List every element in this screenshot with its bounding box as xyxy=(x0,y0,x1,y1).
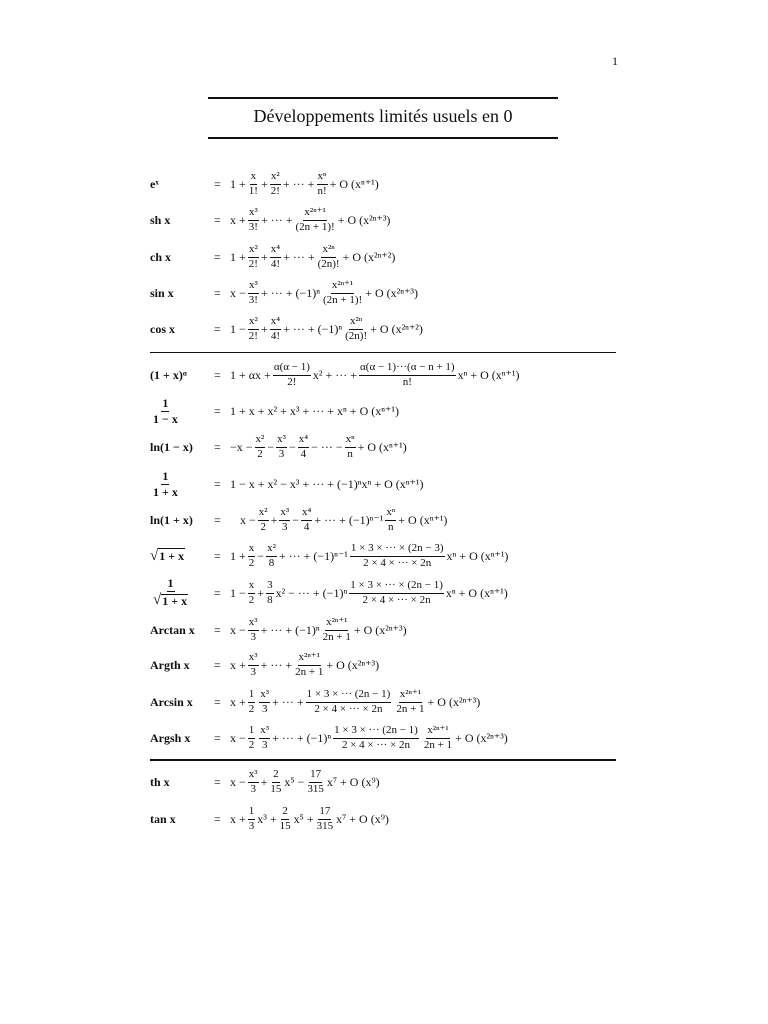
denominator: 2n + 1 xyxy=(423,738,453,751)
term: + xyxy=(260,774,268,789)
section-divider xyxy=(150,759,616,761)
term: x² + ··· + xyxy=(312,367,358,382)
numerator: x²ⁿ⁺¹ xyxy=(399,689,422,703)
formula-row-power xyxy=(150,355,618,395)
fraction xyxy=(248,580,256,606)
formula-lhs xyxy=(150,573,191,613)
formula-lhs: Argth x xyxy=(150,657,190,672)
numerator: x³ xyxy=(248,280,259,294)
denominator: 315 xyxy=(307,782,324,795)
radicand: 1 + x xyxy=(159,549,185,563)
formula-row-sh xyxy=(150,200,618,240)
formula-lhs: ln(1 + x) xyxy=(150,512,193,527)
denominator: 2 × 4 × ··· × 2n xyxy=(363,556,432,569)
denominator: 3 xyxy=(250,782,256,795)
term: x + xyxy=(230,811,246,826)
numerator: xⁿ xyxy=(385,507,396,521)
formula-lhs: sh x xyxy=(150,212,171,227)
term: + xyxy=(257,585,265,600)
denominator: 3 xyxy=(248,819,255,832)
equals-sign: = xyxy=(214,321,221,336)
formula-lhs: (1 + x)ᵅ xyxy=(150,367,187,382)
equals-sign: = xyxy=(214,285,221,300)
formula-rhs xyxy=(230,799,389,839)
term: + ··· + (−1)ⁿ⁻¹ xyxy=(314,512,384,527)
equals-sign: = xyxy=(214,622,221,637)
numerator: x⁴ xyxy=(270,244,281,258)
fraction xyxy=(322,617,352,643)
formula-lhs: sin x xyxy=(150,285,174,300)
numerator: x xyxy=(248,543,256,557)
numerator: x⁴ xyxy=(298,434,309,448)
denominator: 2 xyxy=(260,520,266,533)
numerator: 1 xyxy=(162,468,169,483)
denominator: 15 xyxy=(279,819,291,832)
denominator: n xyxy=(347,447,353,460)
formula-rhs xyxy=(230,610,407,650)
fraction xyxy=(301,507,312,533)
formula-row-argth xyxy=(150,645,618,685)
formula-rhs xyxy=(230,309,423,349)
formula-rhs xyxy=(230,573,508,613)
fraction xyxy=(248,806,256,832)
term: x⁷ + O (x⁹) xyxy=(336,811,389,826)
term: + ··· + (−1)ⁿ xyxy=(260,622,320,637)
denominator: n xyxy=(388,520,394,533)
section-divider xyxy=(150,352,616,353)
equals-sign: = xyxy=(214,811,221,826)
denominator: 2n + 1 xyxy=(396,702,425,715)
formula-lhs: Argsh x xyxy=(150,730,191,745)
formula-rhs xyxy=(230,645,379,685)
formula-lhs: ln(1 − x) xyxy=(150,439,193,454)
fraction xyxy=(266,580,274,606)
term: + ··· + (−1)ⁿ xyxy=(283,321,343,336)
denominator: 2 xyxy=(248,593,255,606)
fraction xyxy=(152,577,189,608)
formula-row-ch xyxy=(150,237,618,277)
denominator: 3 xyxy=(278,447,285,460)
formula-lhs: eˣ xyxy=(150,176,159,191)
equals-sign: = xyxy=(214,512,221,527)
term: + O (x²ⁿ⁺³) xyxy=(427,694,481,709)
term: x − xyxy=(230,285,246,300)
formula-rhs xyxy=(230,427,407,467)
numerator: x² xyxy=(258,507,269,521)
formula-row-ln-one-minus xyxy=(150,427,618,467)
term: + ··· + (−1)ⁿ xyxy=(260,285,321,300)
fraction xyxy=(317,244,341,270)
fraction xyxy=(276,434,287,460)
denominator: 2 × 4 × ··· × 2n xyxy=(362,593,431,606)
term: + O (x²ⁿ⁺³) xyxy=(353,622,407,637)
fraction xyxy=(248,689,256,715)
equals-sign: = xyxy=(214,249,221,264)
term: x + xyxy=(230,694,246,709)
formula-lhs xyxy=(150,391,181,431)
radical-sign: √ xyxy=(150,547,159,564)
term: + xyxy=(260,249,268,264)
fraction xyxy=(306,689,392,715)
numerator: 17 xyxy=(318,806,331,820)
equals-sign: = xyxy=(214,548,221,563)
numerator: x³ xyxy=(259,689,270,703)
term: + O (xⁿ⁺¹) xyxy=(357,439,407,454)
fraction xyxy=(248,725,256,751)
numerator: x xyxy=(250,171,258,185)
fraction xyxy=(423,725,453,751)
numerator: xⁿ xyxy=(317,171,328,185)
fraction xyxy=(248,769,259,795)
fraction xyxy=(248,280,259,306)
formula-row-inverse-sqrt xyxy=(150,573,618,613)
formula-lhs xyxy=(150,464,181,504)
formula-lhs: Arcsin x xyxy=(150,694,193,709)
square-root xyxy=(150,548,185,565)
equals-sign: = xyxy=(214,367,221,382)
equals-sign: = xyxy=(214,439,221,454)
page-number: 1 xyxy=(612,54,618,68)
denominator: 4! xyxy=(270,329,280,342)
numerator: x²ⁿ⁺¹ xyxy=(426,725,449,739)
numerator: x²ⁿ⁺¹ xyxy=(298,652,321,666)
denominator: 4! xyxy=(270,257,280,270)
fraction xyxy=(316,171,327,197)
formula-lhs: th x xyxy=(150,774,170,789)
denominator: 3! xyxy=(248,220,258,233)
fraction xyxy=(349,580,444,606)
fraction xyxy=(248,652,259,678)
numerator: x⁴ xyxy=(270,316,281,330)
denominator: 15 xyxy=(270,782,282,795)
formula-row-ln-one-plus xyxy=(150,500,618,540)
numerator: 17 xyxy=(309,769,322,783)
formula-rhs xyxy=(230,464,423,504)
denominator: 3 xyxy=(282,520,288,533)
fraction xyxy=(279,507,290,533)
formula-rhs xyxy=(230,391,399,431)
term: xⁿ + O (xⁿ⁺¹) xyxy=(446,548,509,563)
equals-sign: = xyxy=(214,176,221,191)
term: − xyxy=(257,548,265,563)
numerator: 2 xyxy=(281,806,289,820)
fraction xyxy=(359,362,456,388)
formula-rhs xyxy=(230,273,418,313)
numerator: x⁴ xyxy=(301,507,312,521)
term: 1 − xyxy=(230,321,246,336)
fraction xyxy=(270,244,281,270)
fraction xyxy=(270,171,281,197)
fraction xyxy=(322,280,363,306)
fraction xyxy=(258,507,269,533)
term: + O (x²ⁿ⁺³) xyxy=(365,285,418,300)
term: xⁿ + O (xⁿ⁺¹) xyxy=(457,367,520,382)
term: − xyxy=(288,439,296,454)
formula-row-inverse-one-plus xyxy=(150,464,618,504)
denominator: 3 xyxy=(250,630,256,643)
fraction xyxy=(306,769,325,795)
formula-row-exp xyxy=(150,164,618,204)
denominator: (2n)! xyxy=(317,257,340,270)
fraction xyxy=(316,806,335,832)
denominator: 2! xyxy=(270,184,280,197)
numerator: x² xyxy=(270,171,281,185)
term: + xyxy=(270,512,278,527)
denominator: 2 xyxy=(248,702,255,715)
formula-row-arctan xyxy=(150,610,618,650)
numerator: 1 × 3 × ··· (2n − 1) xyxy=(306,689,392,703)
fraction xyxy=(248,244,259,270)
term: + ··· + xyxy=(283,249,315,264)
formula-rhs xyxy=(230,718,508,758)
term: x + xyxy=(230,212,246,227)
term: + O (x²ⁿ⁺³) xyxy=(337,212,391,227)
term: + O (x²ⁿ⁺³) xyxy=(326,657,380,672)
numerator: 1 × 3 × ··· (2n − 1) xyxy=(333,725,419,739)
numerator: α(α − 1)···(α − n + 1) xyxy=(359,362,456,376)
fraction xyxy=(273,362,311,388)
denominator: 315 xyxy=(316,819,334,832)
term: 1 + xyxy=(230,548,246,563)
equals-sign: = xyxy=(214,694,221,709)
numerator: α(α − 1) xyxy=(273,362,311,376)
denominator: 2 × 4 × ··· × 2n xyxy=(341,738,411,751)
formula-rhs xyxy=(240,500,447,540)
numerator: x² xyxy=(248,316,259,330)
equals-sign: = xyxy=(214,476,221,491)
numerator: x³ xyxy=(259,725,270,739)
term: x² − ··· + (−1)ⁿ xyxy=(275,585,348,600)
numerator: x²ⁿ xyxy=(349,316,363,330)
denominator xyxy=(152,592,189,609)
fraction xyxy=(270,316,281,342)
term: x⁷ + O (x⁹) xyxy=(326,774,380,789)
term: + ··· + xyxy=(260,212,293,227)
radical-sign: √ xyxy=(153,591,162,608)
fraction xyxy=(152,397,179,425)
denominator: (2n)! xyxy=(345,329,368,342)
formula-rhs xyxy=(230,536,508,576)
denominator: 3 xyxy=(261,702,268,715)
formula-lhs: Arctan x xyxy=(150,622,195,637)
denominator: 2 xyxy=(257,447,263,460)
denominator: n! xyxy=(317,184,327,197)
formula-row-th xyxy=(150,762,618,802)
fraction xyxy=(279,806,292,832)
fraction xyxy=(248,316,259,342)
numerator: x² xyxy=(266,543,277,557)
equals-sign: = xyxy=(214,212,221,227)
fraction xyxy=(344,316,368,342)
equals-sign: = xyxy=(214,730,221,745)
numerator: x²ⁿ⁺¹ xyxy=(325,617,348,631)
numerator: x² xyxy=(248,244,259,258)
denominator: 3 xyxy=(261,738,268,751)
denominator: 8 xyxy=(267,593,273,606)
numerator: 2 xyxy=(272,769,280,783)
fraction xyxy=(333,725,419,751)
term: 1 − x + x² − x³ + ··· + (−1)ⁿxⁿ + O (xⁿ⁺¹) xyxy=(230,476,424,491)
numerator: x³ xyxy=(248,617,259,631)
square-root xyxy=(153,593,188,609)
formula-rhs xyxy=(230,237,395,277)
fraction xyxy=(248,617,259,643)
numerator: x³ xyxy=(279,507,290,521)
numerator: 1 × 3 × ··· × (2n − 3) xyxy=(350,543,445,557)
term: 1 + xyxy=(230,249,246,264)
fraction xyxy=(269,769,282,795)
formula-rhs xyxy=(230,682,480,722)
numerator: 1 xyxy=(167,576,174,591)
denominator: 2 xyxy=(248,556,255,569)
term: + ··· + xyxy=(272,694,304,709)
equals-sign: = xyxy=(214,657,221,672)
page-title: Développements limités usuels en 0 xyxy=(253,106,513,126)
fraction xyxy=(248,543,256,569)
numerator: x²ⁿ xyxy=(321,244,335,258)
term: + ··· + (−1)ⁿ⁻¹ xyxy=(278,548,348,563)
denominator: n! xyxy=(402,375,412,388)
term: x³ + xyxy=(257,811,277,826)
formula-rhs xyxy=(230,200,390,240)
numerator: x²ⁿ⁺¹ xyxy=(303,207,326,221)
formula-row-inverse-one-minus xyxy=(150,391,618,431)
numerator: x³ xyxy=(276,434,287,448)
denominator: 2! xyxy=(287,375,297,388)
fraction xyxy=(259,725,270,751)
term: x − xyxy=(240,512,256,527)
term: − xyxy=(267,439,275,454)
numerator: 3 xyxy=(266,580,274,594)
term: + ··· + (−1)ⁿ xyxy=(272,730,332,745)
fraction xyxy=(259,689,270,715)
term: + xyxy=(260,321,268,336)
numerator: x²ⁿ⁺¹ xyxy=(331,280,354,294)
formula-row-sin xyxy=(150,273,618,313)
numerator: x³ xyxy=(248,652,259,666)
fraction xyxy=(350,543,445,569)
equals-sign: = xyxy=(214,585,221,600)
term: x − xyxy=(230,730,246,745)
numerator: xⁿ xyxy=(345,434,356,448)
formula-lhs: cos x xyxy=(150,321,175,336)
term: + ··· + xyxy=(260,657,293,672)
formula-lhs: ch x xyxy=(150,249,171,264)
denominator: (2n + 1)! xyxy=(295,220,335,233)
term: x − xyxy=(230,774,246,789)
term: 1 + x + x² + x³ + ··· + xⁿ + O (xⁿ⁺¹) xyxy=(230,403,399,418)
denominator: 2 × 4 × ··· × 2n xyxy=(314,702,383,715)
term: −x − xyxy=(230,439,253,454)
fraction xyxy=(395,689,425,715)
title-box xyxy=(208,97,558,139)
term: xⁿ + O (xⁿ⁺¹) xyxy=(445,585,508,600)
denominator: 1! xyxy=(248,184,258,197)
term: x⁵ + xyxy=(293,811,314,826)
formula-row-argsh xyxy=(150,718,618,758)
fraction xyxy=(385,507,396,533)
numerator: 1 xyxy=(248,806,256,820)
denominator: 2! xyxy=(248,257,258,270)
denominator: 2n + 1 xyxy=(295,665,324,678)
numerator: x xyxy=(248,580,256,594)
fraction xyxy=(345,434,356,460)
numerator: 1 xyxy=(248,725,256,739)
term: + xyxy=(260,176,268,191)
numerator: x² xyxy=(255,434,266,448)
formula-rhs xyxy=(230,164,379,204)
fraction xyxy=(298,434,309,460)
term: + O (xⁿ⁺¹) xyxy=(329,176,379,191)
numerator: x³ xyxy=(248,769,259,783)
denominator: 8 xyxy=(268,556,275,569)
fraction xyxy=(152,470,179,498)
fraction xyxy=(294,207,335,233)
term: x⁵ − xyxy=(284,774,305,789)
equals-sign: = xyxy=(214,403,221,418)
denominator: 3 xyxy=(250,665,256,678)
numerator: 1 × 3 × ··· × (2n − 1) xyxy=(349,580,444,594)
term: + O (x²ⁿ⁺²) xyxy=(342,249,396,264)
term: x − xyxy=(230,622,246,637)
denominator: 2n + 1 xyxy=(322,630,351,643)
term: + O (x²ⁿ⁺³) xyxy=(455,730,508,745)
formula-rhs xyxy=(230,355,519,395)
fraction xyxy=(248,171,259,197)
formula-rhs xyxy=(230,762,380,802)
fraction xyxy=(294,652,324,678)
denominator: (2n + 1)! xyxy=(323,293,363,306)
numerator: 1 xyxy=(248,689,256,703)
radicand: 1 + x xyxy=(162,594,188,608)
denominator: 1 − x xyxy=(153,411,178,426)
formula-row-tan xyxy=(150,799,618,839)
fraction xyxy=(255,434,266,460)
term: + O (x²ⁿ⁺²) xyxy=(370,321,423,336)
denominator: 3! xyxy=(248,293,258,306)
term: 1 + xyxy=(230,176,246,191)
formula-lhs: tan x xyxy=(150,811,176,826)
numerator: x³ xyxy=(248,207,259,221)
term: + ··· + xyxy=(282,176,315,191)
term: 1 + αx + xyxy=(230,367,271,382)
fraction xyxy=(248,207,259,233)
denominator: 2 xyxy=(248,738,255,751)
term: − xyxy=(292,512,299,527)
term: 1 − xyxy=(230,585,246,600)
term: + O (xⁿ⁺¹) xyxy=(398,512,448,527)
numerator: 1 xyxy=(162,395,169,410)
fraction xyxy=(266,543,277,569)
term: x + xyxy=(230,657,246,672)
denominator: 1 + x xyxy=(153,484,178,499)
formula-row-sqrt xyxy=(150,536,618,576)
denominator: 4 xyxy=(303,520,310,533)
term: − ··· − xyxy=(311,439,343,454)
formula-lhs xyxy=(150,536,185,576)
formula-row-cos xyxy=(150,309,618,349)
formula-row-arcsin xyxy=(150,682,618,722)
denominator: 4 xyxy=(300,447,307,460)
equals-sign: = xyxy=(214,774,221,789)
denominator: 2! xyxy=(248,329,258,342)
